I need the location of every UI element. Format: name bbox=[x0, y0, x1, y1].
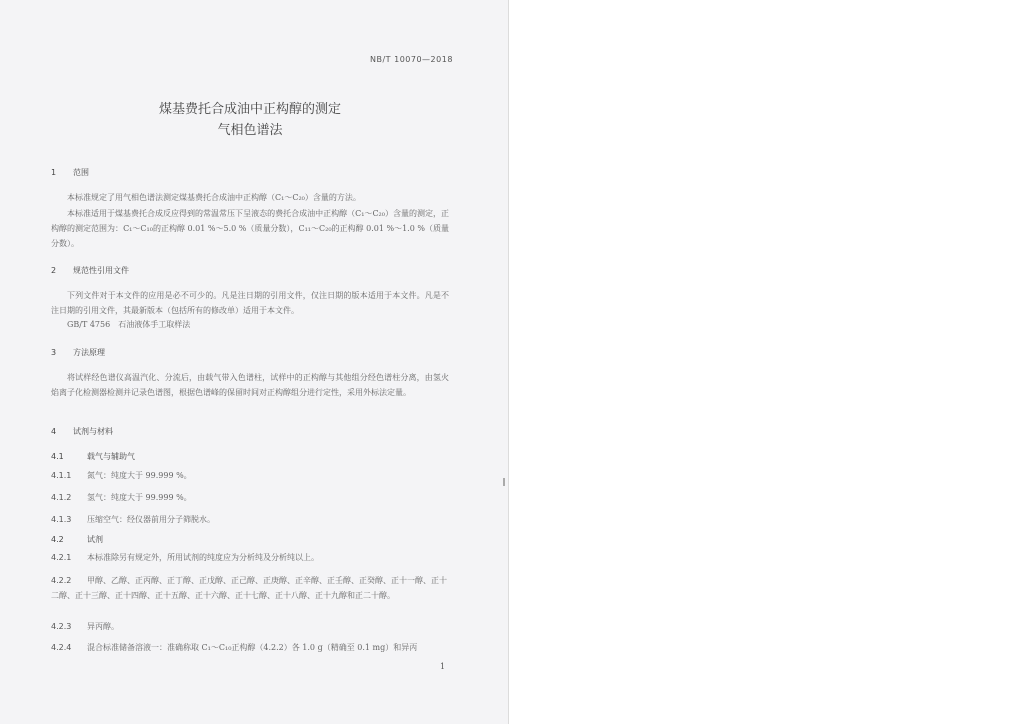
clause-item: 4.2.2 甲醇、乙醇、正丙醇、正丁醇、正戊醇、正己醇、正庚醇、正辛醇、正壬醇、正癸醇、正十一醇、正十二醇、正十三醇、正十四醇、正十五醇、正十六醇、正十七醇、正十八醇、正十九醇和正二十醇。 bbox=[51, 576, 447, 600]
paragraph: 本标准适用于煤基费托合成反应得到的常温常压下呈液态的费托合成油中正构醇（C₁～C₂₀）含量的测定，正构醇的测定范围为：C₁～C₁₀的正构醇 0.01 %～5.0 %（质量分数），C₁₁～C₂₀的正构醇 0.01 %～1.0 %（质量分数）。 bbox=[51, 209, 449, 248]
clause-item: 4.2.4 混合标准储备溶液一：准确称取 C₁～C₁₀正构醇（4.2.2）各 1.0 g（精确至 0.1 mg）和异丙 bbox=[51, 643, 418, 652]
section-heading-3: 3 方法原理 bbox=[51, 348, 105, 357]
clause-item: 4.2.3 异丙醇。 bbox=[51, 622, 119, 631]
document-page bbox=[0, 0, 509, 724]
subsection-heading-4-1: 4.1 载气与辅助气 bbox=[51, 452, 135, 461]
page-number: 1 bbox=[440, 662, 446, 671]
clause-item: 4.1.3 压缩空气：经仪器前用分子筛脱水。 bbox=[51, 515, 215, 524]
section-heading-4: 4 试剂与材料 bbox=[51, 427, 113, 436]
subsection-heading-4-2: 4.2 试剂 bbox=[51, 535, 103, 544]
document-subtitle: 气相色谱法 bbox=[217, 123, 283, 138]
section-heading-1: 1 范围 bbox=[51, 168, 89, 177]
standard-number: NB/T 10070—2018 bbox=[370, 55, 453, 64]
paragraph: 下列文件对于本文件的应用是必不可少的。凡是注日期的引用文件，仅注日期的版本适用于本文件。凡是不注日期的引用文件，其最新版本（包括所有的修改单）适用于本文件。 bbox=[51, 291, 449, 315]
clause-item: 4.1.1 氮气：纯度大于 99.999 %。 bbox=[51, 471, 192, 480]
clause-item: 4.2.1 本标准除另有规定外，所用试剂的纯度应为分析纯及分析纯以上。 bbox=[51, 553, 319, 562]
clause-item: 4.1.2 氢气：纯度大于 99.999 %。 bbox=[51, 493, 192, 502]
section-heading-2: 2 规范性引用文件 bbox=[51, 266, 129, 275]
document-title: 煤基费托合成油中正构醇的测定 bbox=[158, 102, 341, 117]
paragraph: 本标准规定了用气相色谱法测定煤基费托合成油中正构醇（C₁～C₂₀）含量的方法。 bbox=[67, 193, 361, 202]
reference-item: GB/T 4756 石油液体手工取样法 bbox=[67, 320, 191, 329]
paragraph: 将试样经色谱仪高温汽化、分流后，由载气带入色谱柱，试样中的正构醇与其他组分经色谱柱分离，由氢火焰离子化检测器检测并记录色谱图，根据色谱峰的保留时间对正构醇组分进行定性，采用外标法定量。 bbox=[51, 373, 449, 397]
scan-edge-mark bbox=[503, 478, 505, 486]
